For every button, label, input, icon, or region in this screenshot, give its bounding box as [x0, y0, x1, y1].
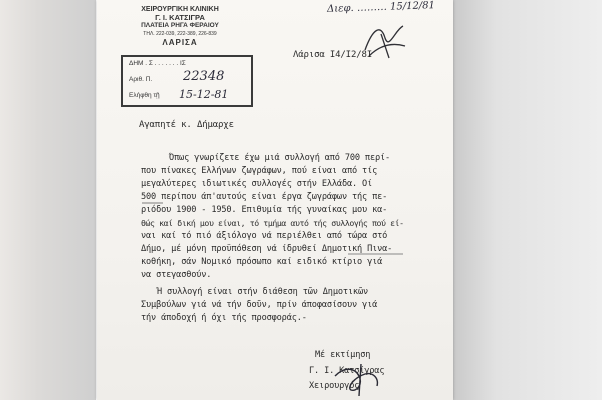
stamp-date-label: Ελήφθη τῇ — [129, 92, 160, 99]
handwritten-registry-note: Διεφ. ……… 15/12/81 — [326, 0, 436, 15]
stamp-number-label: Αριθ. Π. — [129, 76, 153, 83]
scan-background-right — [452, 0, 602, 400]
paragraph-1-line-7: ναι καί τό πιό άξιόλογο νά περιέλθει από τώρα στό — [141, 231, 388, 241]
letter-page — [97, 0, 453, 400]
letterhead-city: ΛΑΡΙΣΑ — [162, 38, 198, 47]
letterhead-address: ΠΛΑΤΕΙΑ ΡΗΓΑ ΦΕΡΑΙΟΥ — [141, 22, 219, 29]
paragraph-2-line-2: Συμβούλων γιά νά τήν δοῦν, πρίν άποφασίσουν γιά — [141, 300, 378, 310]
paragraph-2-line-3: τήν άποδοχή ή όχι τής προσφοράς.- — [141, 313, 307, 323]
paragraph-1-line-10: να στεγασθούν. — [141, 270, 212, 280]
stamp-date-handwritten: 15-12-81 — [179, 88, 229, 101]
underline-mark-500 — [141, 200, 181, 206]
signatory-name: Γ. Ι. Κατσίγρας — [309, 366, 385, 376]
paragraph-1-line-8: Δήμο, μέ μόνη προϋπόθεση νά ίδρυθεί Δημοτική Πινα- — [141, 244, 393, 254]
underline-mark-pinakothiki — [347, 251, 407, 257]
letterhead-name: Γ. Ι. ΚΑΤΣΙΓΡΑ — [155, 13, 205, 22]
paragraph-1-line-9: κοθήκη, σάν Νομικό πρόσωπο καί ειδικό κτίριο γιά — [141, 257, 383, 267]
letterhead — [105, 6, 255, 48]
letter-date: Λάρισα I4/I2/8I — [293, 50, 373, 60]
paragraph-1-line-2: που πίνακες Ελλήνων ζωγράφων, πού είναι από τίς — [141, 166, 378, 176]
paragraph-1-line-6: θώς καί δική μου είναι, τό τμήμα αυτό τής συλλογής πού εί- — [141, 218, 404, 228]
paragraph-1-line-5: ριόδου 1900 - 1950. Επιθυμία τής γυναίκας μου κα- — [141, 205, 388, 215]
paragraph-2-line-1: Ή συλλογή είναι στήν διάθεση τῶν Δημοτικῶν — [157, 287, 369, 297]
stamp-header: ΔΗΜ . Σ . . . . . . . ΙΣ — [129, 60, 186, 67]
closing: Μέ εκτίμηση — [315, 350, 371, 360]
scan-background-left — [0, 0, 96, 400]
salutation: Αγαπητέ κ. Δήμαρχε — [139, 120, 234, 130]
handwritten-signature — [331, 356, 385, 398]
registry-stamp — [121, 55, 253, 107]
letterhead-phones: ΤΗΛ. 222-039, 222-389, 226-839 — [143, 31, 217, 37]
stamp-number-handwritten: 22348 — [183, 69, 225, 84]
paragraph-1-line-4: 500 περίπου άπ'αυτούς είναι έργα ζωγράφων τής πε- — [141, 192, 388, 202]
signatory-title: Χειρουργός — [309, 381, 360, 391]
paragraph-1-line-1: Όπως γνωρίζετε έχω μιά συλλογή από 700 περί- — [169, 153, 391, 163]
paragraph-1-line-3: μεγαλύτερες ιδιωτικές συλλογές στήν Ελλάδα. Οί — [141, 179, 373, 189]
letterhead-clinic: ΧΕΙΡΟΥΡΓΙΚΗ ΚΛΙΝΙΚΗ — [141, 6, 219, 13]
